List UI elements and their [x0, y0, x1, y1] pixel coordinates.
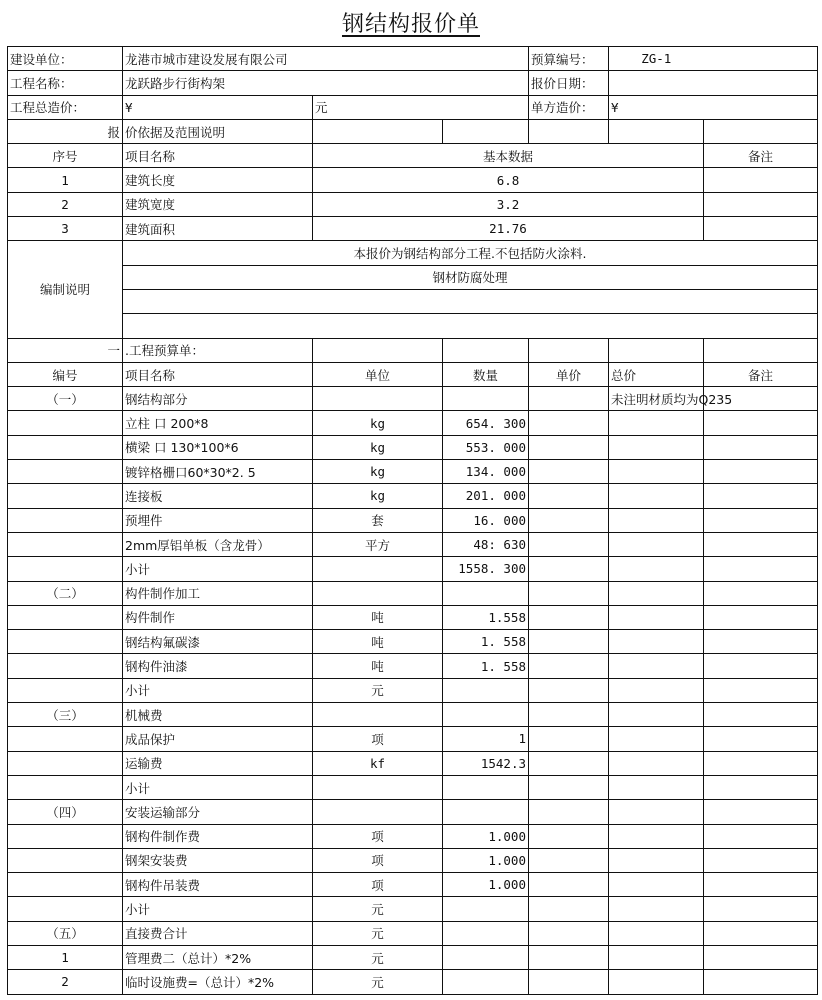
budget-row-name: 钢结构氟碳漆	[123, 630, 313, 654]
basis-header-row	[8, 144, 818, 168]
budget-row-unit	[313, 581, 443, 605]
budget-row	[8, 581, 818, 605]
budget-row-no	[8, 630, 123, 654]
row-project	[8, 71, 818, 95]
budget-row	[8, 921, 818, 945]
basis-row-value[interactable]: 3.2	[313, 192, 704, 216]
budget-row	[8, 387, 818, 411]
basis-header-data: 基本数据	[313, 144, 704, 168]
basis-row	[8, 168, 818, 192]
budget-row-remark[interactable]	[704, 945, 818, 969]
budget-row-qty[interactable]: 1	[443, 727, 529, 751]
document-title: 钢结构报价单	[341, 12, 480, 37]
budget-row-total[interactable]	[609, 411, 704, 435]
budget-row-name: 安装运输部分	[123, 800, 313, 824]
budget-row-total[interactable]	[609, 727, 704, 751]
budget-row-qty[interactable]: 16. 000	[443, 508, 529, 532]
budget-row-price[interactable]	[529, 605, 609, 629]
notes-line-4[interactable]	[123, 314, 818, 338]
basis-row	[8, 217, 818, 241]
basis-title-a: 报	[8, 119, 123, 143]
budget-row-name: 小计	[123, 557, 313, 581]
budget-row-qty[interactable]	[443, 970, 529, 994]
budget-row-qty[interactable]: 1. 558	[443, 630, 529, 654]
notes-row	[8, 289, 818, 313]
budget-row-price[interactable]	[529, 921, 609, 945]
budget-row-price[interactable]	[529, 848, 609, 872]
budget-row-unit: 吨	[313, 605, 443, 629]
budget-row-name: 直接费合计	[123, 921, 313, 945]
budget-row-qty[interactable]: 48: 630	[443, 532, 529, 556]
budget-row-price[interactable]	[529, 775, 609, 799]
basis-row-no: 3	[8, 217, 123, 241]
budget-row-remark[interactable]	[704, 775, 818, 799]
budget-row-name: 运输费	[123, 751, 313, 775]
budget-row-unit: 吨	[313, 654, 443, 678]
budget-row-no	[8, 678, 123, 702]
budget-row-name: 钢构件制作费	[123, 824, 313, 848]
basis-row-value[interactable]: 21.76	[313, 217, 704, 241]
budget-row-name: 钢架安装费	[123, 848, 313, 872]
budget-row-remark[interactable]	[704, 630, 818, 654]
budget-row-name: 小计	[123, 775, 313, 799]
budget-row-name: 2mm厚铝单板（含龙骨）	[123, 532, 313, 556]
budget-row-total[interactable]	[609, 970, 704, 994]
budget-row-total[interactable]	[609, 703, 704, 727]
budget-row-remark[interactable]	[704, 508, 818, 532]
basis-row	[8, 192, 818, 216]
budget-row-qty[interactable]	[443, 921, 529, 945]
budget-header-name: 项目名称	[123, 362, 313, 386]
basis-row-remark[interactable]	[704, 217, 818, 241]
budget-row-name: 镀锌格栅口60*30*2. 5	[123, 460, 313, 484]
total-cost-symbol[interactable]: ¥	[123, 95, 313, 119]
budget-row-qty[interactable]	[443, 945, 529, 969]
notes-row	[8, 265, 818, 289]
budget-row-remark[interactable]	[704, 678, 818, 702]
budget-row-total[interactable]	[609, 605, 704, 629]
budget-row-total[interactable]	[609, 751, 704, 775]
budget-row-unit: 元	[313, 897, 443, 921]
budget-row-no: （五）	[8, 921, 123, 945]
budget-row	[8, 460, 818, 484]
budget-row-name: 钢构件吊装费	[123, 873, 313, 897]
budget-row-qty[interactable]: 1.000	[443, 873, 529, 897]
budget-row-price[interactable]	[529, 581, 609, 605]
budget-row-qty[interactable]	[443, 897, 529, 921]
notes-line-3[interactable]	[123, 289, 818, 313]
budget-row-total[interactable]	[609, 581, 704, 605]
budget-row-total[interactable]	[609, 873, 704, 897]
notes-row	[8, 314, 818, 338]
row-client	[8, 47, 818, 71]
budget-row-price[interactable]	[529, 460, 609, 484]
budget-row-unit: kg	[313, 411, 443, 435]
budget-row	[8, 800, 818, 824]
budget-row-total[interactable]	[609, 557, 704, 581]
budget-row-no: 1	[8, 945, 123, 969]
budget-row-unit: 元	[313, 945, 443, 969]
budget-row	[8, 873, 818, 897]
budget-row-unit: 吨	[313, 630, 443, 654]
budget-row	[8, 557, 818, 581]
budget-row-unit	[313, 387, 443, 411]
budget-row-remark[interactable]	[704, 411, 818, 435]
basis-title-b: 价依据及范围说明	[123, 119, 313, 143]
budget-row-remark[interactable]	[704, 703, 818, 727]
budget-row-name: 管理费二（总计）*2%	[123, 945, 313, 969]
budget-row-no: 2	[8, 970, 123, 994]
budget-row-qty[interactable]	[443, 678, 529, 702]
budget-row-unit: 元	[313, 678, 443, 702]
budget-row-total[interactable]	[609, 532, 704, 556]
budget-row-name: 横梁 口 130*100*6	[123, 435, 313, 459]
budget-row-name: 预埋件	[123, 508, 313, 532]
basis-row-name: 建筑宽度	[123, 192, 313, 216]
budget-row-remark[interactable]	[704, 605, 818, 629]
budget-row-total[interactable]	[609, 800, 704, 824]
budget-row-remark[interactable]	[704, 921, 818, 945]
budget-row-no	[8, 484, 123, 508]
budget-row-name: 成品保护	[123, 727, 313, 751]
budget-header-no: 编号	[8, 362, 123, 386]
budget-header-qty: 数量	[443, 362, 529, 386]
budget-row-remark[interactable]	[704, 484, 818, 508]
basis-header-no: 序号	[8, 144, 123, 168]
basis-header-remark: 备注	[704, 144, 818, 168]
budget-row-unit: 项	[313, 727, 443, 751]
budget-row-price[interactable]	[529, 800, 609, 824]
total-cost-unit: 元	[313, 95, 443, 119]
budget-row-remark[interactable]	[704, 824, 818, 848]
budget-row-no	[8, 532, 123, 556]
budget-row-price[interactable]	[529, 532, 609, 556]
budget-row-name: 机械费	[123, 703, 313, 727]
budget-row-total[interactable]	[609, 508, 704, 532]
budget-row	[8, 508, 818, 532]
budget-row-price[interactable]	[529, 751, 609, 775]
budget-row-price[interactable]	[529, 411, 609, 435]
budget-row	[8, 970, 818, 994]
budget-row	[8, 435, 818, 459]
budget-row-name: 小计	[123, 678, 313, 702]
budget-row-unit: 套	[313, 508, 443, 532]
budget-row	[8, 411, 818, 435]
budget-row-name: 构件制作加工	[123, 581, 313, 605]
basis-row-value[interactable]: 6.8	[313, 168, 704, 192]
budget-row	[8, 654, 818, 678]
budget-row-unit: 项	[313, 873, 443, 897]
budget-row-unit: 元	[313, 921, 443, 945]
budget-row-total[interactable]	[609, 460, 704, 484]
budget-row	[8, 532, 818, 556]
budget-row-unit: kg	[313, 460, 443, 484]
budget-header-row	[8, 362, 818, 386]
budget-row-remark[interactable]	[704, 557, 818, 581]
budget-row-price[interactable]	[529, 630, 609, 654]
budget-row-name: 连接板	[123, 484, 313, 508]
budget-row-price[interactable]	[529, 945, 609, 969]
budget-row-unit	[313, 557, 443, 581]
budget-row-total[interactable]	[609, 921, 704, 945]
budget-row	[8, 945, 818, 969]
budget-row-unit: 元	[313, 970, 443, 994]
budget-row	[8, 751, 818, 775]
budget-row-name: 钢构件油漆	[123, 654, 313, 678]
budget-row-no	[8, 848, 123, 872]
budget-row-remark[interactable]	[704, 460, 818, 484]
unit-cost-symbol[interactable]: ¥	[609, 95, 704, 119]
project-value[interactable]: 龙跃路步行街构架	[123, 71, 313, 95]
budget-row-no	[8, 775, 123, 799]
budget-row-remark[interactable]	[704, 800, 818, 824]
budget-row-price[interactable]	[529, 654, 609, 678]
budget-row-no	[8, 824, 123, 848]
budget-row-total[interactable]	[609, 945, 704, 969]
budget-row	[8, 848, 818, 872]
budget-row-name: 临时设施费=（总计）*2%	[123, 970, 313, 994]
budget-row-price[interactable]	[529, 435, 609, 459]
budget-row-price[interactable]	[529, 678, 609, 702]
project-label: 工程名称：	[8, 71, 123, 95]
budget-row-qty[interactable]: 134. 000	[443, 460, 529, 484]
budget-row-qty[interactable]: 1.000	[443, 848, 529, 872]
budget-row-remark[interactable]	[704, 848, 818, 872]
quote-date-label: 报价日期：	[529, 71, 609, 95]
budget-header-price: 单价	[529, 362, 609, 386]
budget-row-remark[interactable]	[704, 873, 818, 897]
budget-row-qty[interactable]	[443, 387, 529, 411]
budget-row-unit	[313, 800, 443, 824]
budget-row	[8, 703, 818, 727]
budget-row-no: （二）	[8, 581, 123, 605]
budget-row-qty[interactable]	[443, 581, 529, 605]
budget-title-a: 一	[8, 338, 123, 362]
budget-row-name: 立柱 口 200*8	[123, 411, 313, 435]
budget-row	[8, 727, 818, 751]
budget-title-b: .工程预算单：	[123, 338, 313, 362]
budget-row-no: （四）	[8, 800, 123, 824]
budget-row-price[interactable]	[529, 824, 609, 848]
notes-row	[8, 241, 818, 265]
basis-row-remark[interactable]	[704, 192, 818, 216]
budget-header-unit: 单位	[313, 362, 443, 386]
budget-header-total: 总价	[609, 362, 704, 386]
budget-row-unit: kf	[313, 751, 443, 775]
budget-row-remark[interactable]	[704, 532, 818, 556]
budget-row-no	[8, 654, 123, 678]
budget-row-no	[8, 605, 123, 629]
budget-row-name: 钢结构部分	[123, 387, 313, 411]
budget-row-no	[8, 751, 123, 775]
budget-row-qty[interactable]: 654. 300	[443, 411, 529, 435]
basis-row-name: 建筑面积	[123, 217, 313, 241]
budget-row-price[interactable]	[529, 387, 609, 411]
budget-row-total[interactable]: 未注明材质均为Q235	[609, 387, 704, 411]
row-total-cost	[8, 95, 818, 119]
budget-row	[8, 678, 818, 702]
basis-row-no: 2	[8, 192, 123, 216]
budget-row-price[interactable]	[529, 970, 609, 994]
notes-line-2: 钢材防腐处理	[123, 265, 818, 289]
budget-row	[8, 897, 818, 921]
budget-row	[8, 630, 818, 654]
budget-row-qty[interactable]	[443, 703, 529, 727]
budget-row-price[interactable]	[529, 727, 609, 751]
budget-row-no	[8, 435, 123, 459]
budget-row-no: （一）	[8, 387, 123, 411]
total-cost-label: 工程总造价：	[8, 95, 123, 119]
budget-row-remark[interactable]	[704, 727, 818, 751]
budget-row-total[interactable]	[609, 630, 704, 654]
budget-row-qty[interactable]: 1.000	[443, 824, 529, 848]
basis-header-name: 项目名称	[123, 144, 313, 168]
basis-row-no: 1	[8, 168, 123, 192]
budget-row-qty[interactable]: 1558. 300	[443, 557, 529, 581]
budget-row-qty[interactable]: 553. 000	[443, 435, 529, 459]
budget-row-unit: kg	[313, 435, 443, 459]
budget-row-total[interactable]	[609, 897, 704, 921]
notes-line-1: 本报价为钢结构部分工程.不包括防火涂料.	[123, 241, 818, 265]
budget-row-no	[8, 508, 123, 532]
budget-row-total[interactable]	[609, 848, 704, 872]
budget-row-no	[8, 557, 123, 581]
notes-label: 编制说明	[8, 241, 123, 338]
budget-row-price[interactable]	[529, 484, 609, 508]
budget-row-no	[8, 411, 123, 435]
budget-row	[8, 484, 818, 508]
budget-row-qty[interactable]: 1. 558	[443, 654, 529, 678]
budget-row-price[interactable]	[529, 508, 609, 532]
budget-no-value[interactable]: ZG-1	[609, 47, 704, 71]
budget-row	[8, 824, 818, 848]
budget-row-unit: 平方	[313, 532, 443, 556]
budget-row-qty[interactable]: 1542.3	[443, 751, 529, 775]
budget-row-qty[interactable]: 201. 000	[443, 484, 529, 508]
budget-row-price[interactable]	[529, 897, 609, 921]
budget-row-no	[8, 873, 123, 897]
budget-row-qty[interactable]	[443, 775, 529, 799]
quote-sheet	[7, 46, 818, 995]
budget-row-remark[interactable]	[704, 897, 818, 921]
quote-date-value[interactable]	[609, 71, 704, 95]
budget-row-remark[interactable]	[704, 581, 818, 605]
budget-row-qty[interactable]	[443, 800, 529, 824]
budget-row-name: 小计	[123, 897, 313, 921]
budget-row-unit: kg	[313, 484, 443, 508]
budget-header-remark: 备注	[704, 362, 818, 386]
budget-title-row	[8, 338, 818, 362]
budget-row-remark[interactable]	[704, 751, 818, 775]
budget-row-price[interactable]	[529, 703, 609, 727]
budget-row-total[interactable]	[609, 484, 704, 508]
budget-row-price[interactable]	[529, 873, 609, 897]
budget-row-no	[8, 897, 123, 921]
client-label: 建设单位：	[8, 47, 123, 71]
budget-row-total[interactable]	[609, 824, 704, 848]
budget-row-price[interactable]	[529, 557, 609, 581]
budget-no-label: 预算编号：	[529, 47, 609, 71]
budget-row	[8, 775, 818, 799]
budget-row-remark[interactable]	[704, 654, 818, 678]
budget-row-unit	[313, 775, 443, 799]
budget-row-remark[interactable]	[704, 435, 818, 459]
budget-row	[8, 605, 818, 629]
budget-row-unit	[313, 703, 443, 727]
budget-row-total[interactable]	[609, 775, 704, 799]
client-value[interactable]: 龙港市城市建设发展有限公司	[123, 47, 313, 71]
budget-row-no: （三）	[8, 703, 123, 727]
budget-row-unit: 项	[313, 824, 443, 848]
budget-row-qty[interactable]: 1.558	[443, 605, 529, 629]
budget-row-unit: 项	[313, 848, 443, 872]
budget-row-name: 构件制作	[123, 605, 313, 629]
budget-row-no	[8, 460, 123, 484]
basis-row-remark[interactable]	[704, 168, 818, 192]
budget-row-total[interactable]	[609, 435, 704, 459]
budget-row-total[interactable]	[609, 678, 704, 702]
budget-row-remark[interactable]	[704, 970, 818, 994]
row-basis-title	[8, 119, 818, 143]
budget-row-no	[8, 727, 123, 751]
basis-row-name: 建筑长度	[123, 168, 313, 192]
unit-cost-label: 单方造价：	[529, 95, 609, 119]
budget-row-total[interactable]	[609, 654, 704, 678]
